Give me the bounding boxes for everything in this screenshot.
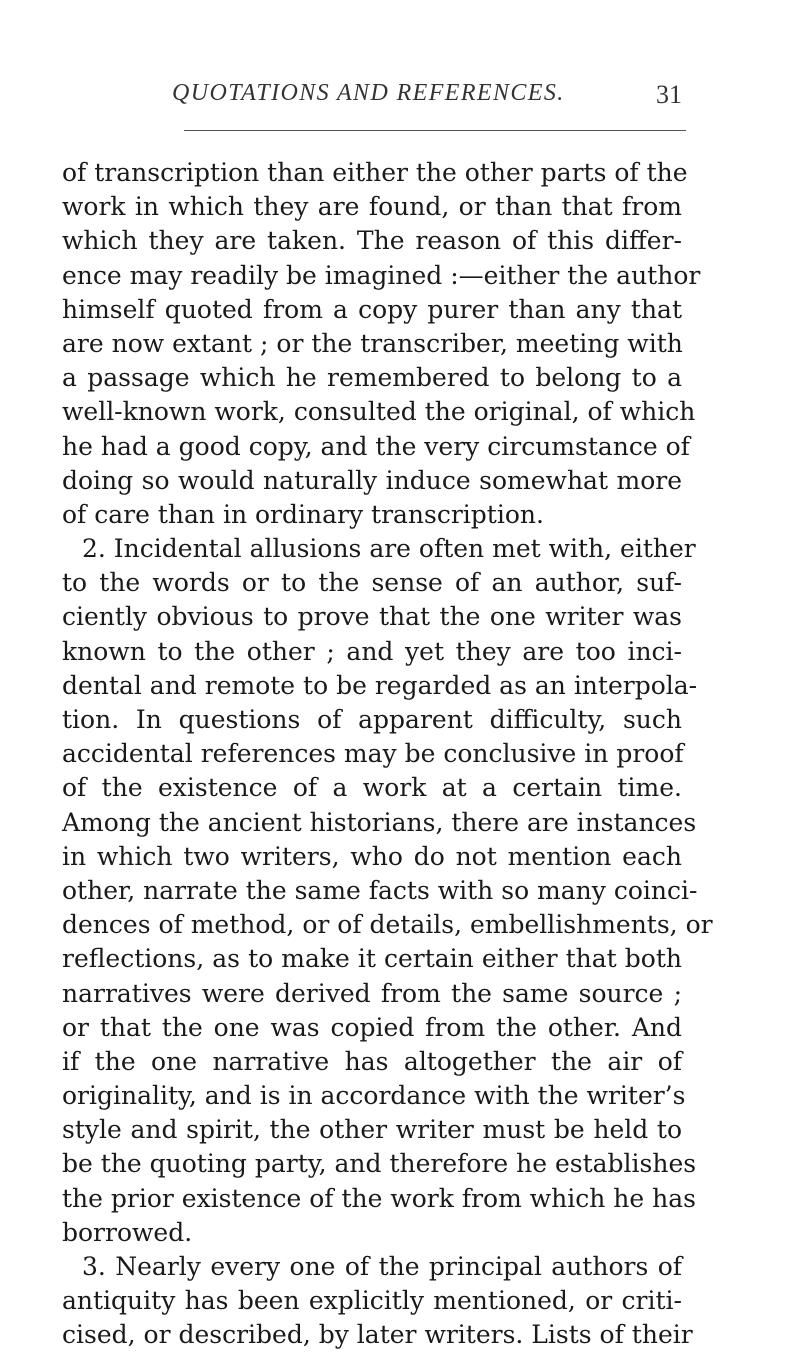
text-line: himself quoted from a copy purer than any that — [62, 294, 682, 324]
text-line: work in which they are found, or than that from — [62, 192, 682, 222]
text-line: reflections, as to make it certain either that both — [62, 944, 682, 974]
text-line: ence may readily be imagined :—either the author — [62, 260, 701, 290]
body-text — [62, 156, 713, 1353]
text-line: dental and remote to be regarded as an interpola- — [62, 670, 698, 700]
text-line: which they are taken. The reason of this differ- — [62, 226, 682, 256]
text-line: dences of method, or of details, embellishments, or — [62, 910, 713, 940]
text-line: originality, and is in accordance with the writer’s — [62, 1081, 686, 1111]
text-line: accidental references may be conclusive in proof — [62, 739, 684, 769]
header-rule — [184, 130, 686, 131]
text-line: Among the ancient historians, there are instances — [62, 807, 697, 837]
text-line: of the existence of a work at a certain time. — [62, 773, 682, 803]
text-line: borrowed. — [62, 1217, 193, 1247]
text-line: of care than in ordinary transcription. — [62, 499, 544, 529]
text-line: the prior existence of the work from which he has — [62, 1183, 696, 1213]
text-line: doing so would naturally induce somewhat more — [62, 465, 682, 495]
running-title: QUOTATIONS AND REFERENCES. — [172, 80, 565, 106]
text-line: tion. In questions of apparent difficulty, such — [62, 705, 682, 734]
text-line: cised, or described, by later writers. Lists of their — [62, 1320, 693, 1350]
text-line: ciently obvious to prove that the one writer was — [62, 602, 682, 632]
running-head — [172, 80, 682, 120]
text-line: to the words or to the sense of an author, suf- — [62, 568, 682, 598]
text-line: 2. Incidental allusions are often met with, either — [82, 534, 696, 564]
text-line: other, narrate the same facts with so many coinci- — [62, 875, 698, 905]
text-line: narratives were derived from the same source ; — [62, 978, 682, 1008]
text-line: he had a good copy, and the very circumstance of — [62, 431, 690, 461]
text-line: 3. Nearly every one of the principal authors of — [82, 1252, 682, 1281]
text-line: style and spirit, the other writer must be held to — [62, 1115, 682, 1145]
text-line: are now extant ; or the transcriber, meeting with — [62, 328, 683, 358]
text-line: antiquity has been explicitly mentioned, or criti- — [62, 1286, 682, 1316]
text-line: known to the other ; and yet they are too inci- — [62, 636, 682, 666]
text-line: in which two writers, who do not mention each — [62, 841, 682, 871]
text-line: well-known work, consulted the original, of which — [62, 397, 696, 427]
text-line: of transcription than either the other parts of the — [62, 158, 688, 187]
text-line: be the quoting party, and therefore he establishes — [62, 1149, 697, 1179]
page-number: 31 — [656, 80, 682, 109]
text-line: if the one narrative has altogether the air of — [62, 1046, 682, 1076]
text-line: a passage which he remembered to belong to a — [62, 363, 682, 393]
text-line: or that the one was copied from the other. And — [62, 1012, 682, 1042]
